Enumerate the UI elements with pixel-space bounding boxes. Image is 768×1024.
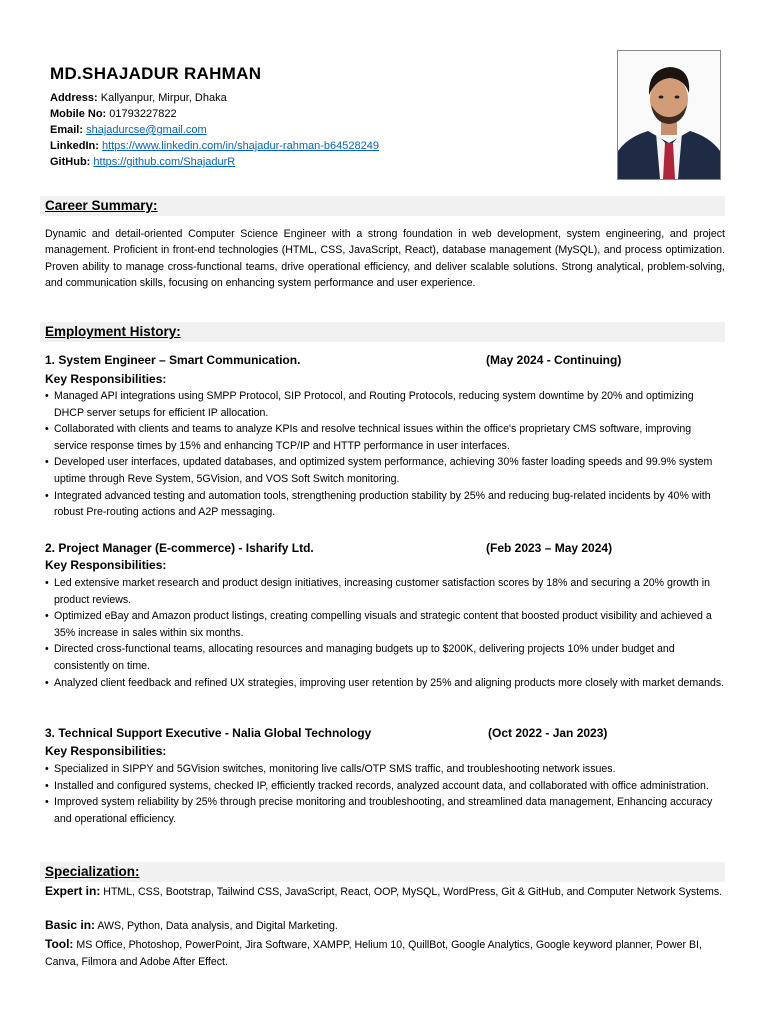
- job-2-responsibilities-label: Key Responsibilities:: [45, 558, 167, 572]
- list-item: • Directed cross-functional teams, allocating resources and managing budgets up to $200K, delivering projects 10% under budget and consistently on time.: [45, 641, 725, 674]
- mobile-line: [50, 106, 590, 122]
- basic-in-value: AWS, Python, Data analysis, and Digital Marketing.: [97, 920, 338, 932]
- email-link[interactable]: shajadurcse@gmail.com: [86, 124, 207, 136]
- mobile-value: 01793227822: [109, 108, 177, 120]
- list-item: • Improved system reliability by 25% through precise monitoring and troubleshooting, and streamlined data management, Enhancing accuracy and operational efficiency.: [45, 794, 725, 827]
- career-summary-heading: Career Summary:: [45, 198, 158, 213]
- list-item: • Managed API integrations using SMPP Protocol, SIP Protocol, and Routing Protocols, reducing system downtime by 20% and optimizing DHCP server setups for efficient IP allocation.: [45, 388, 725, 421]
- address-value: Kallyanpur, Mirpur, Dhaka: [100, 92, 227, 104]
- linkedin-label: LinkedIn:: [50, 140, 99, 152]
- linkedin-link[interactable]: https://www.linkedin.com/in/shajadur-rahman-b64528249: [101, 140, 379, 152]
- job-1-title: 1. System Engineer – Smart Communication.: [45, 353, 301, 367]
- list-item: • Collaborated with clients and teams to analyze KPIs and resolve technical issues within the office's proprietary CMS software, improving service response times by 15% and enhancing TCP/IP and HTTP performance in user interfaces.: [45, 421, 725, 454]
- expert-in-value: HTML, CSS, Bootstrap, Tailwind CSS, JavaScript, React, OOP, MySQL, WordPress, Git & GitHub, and Computer Network Systems.: [103, 886, 723, 898]
- tool-value: MS Office, Photoshop, PowerPoint, Jira Software, XAMPP, Helium 10, QuillBot, Google Analytics, Google keyword planner, Power BI, Canva, Filmora and Adobe After Effect.: [45, 939, 702, 968]
- candidate-name: MD.SHAJADUR RAHMAN: [50, 64, 262, 83]
- job-3-bullets: [45, 761, 725, 827]
- list-item: • Installed and configured systems, checked IP, efficiently tracked records, analyzed account data, and collaborated with office administration.: [45, 778, 725, 795]
- resume-header: [50, 64, 590, 170]
- job-3-title: 3. Technical Support Executive - Nalia Global Technology: [45, 726, 372, 740]
- job-3-date: (Oct 2022 - Jan 2023): [488, 726, 608, 740]
- job-2-bullets: [45, 575, 725, 691]
- expert-in-row: [45, 883, 725, 901]
- github-line: [50, 154, 590, 170]
- job-1-bullets: [45, 388, 725, 521]
- job-1-date: (May 2024 - Continuing): [486, 353, 622, 367]
- job-3-responsibilities-label: Key Responsibilities:: [45, 744, 167, 758]
- basic-in-row: [45, 917, 725, 935]
- github-link[interactable]: https://github.com/ShajadurR: [93, 156, 236, 168]
- job-1-responsibilities-label: Key Responsibilities:: [45, 372, 167, 386]
- address-line: [50, 90, 590, 106]
- job-2-date: (Feb 2023 – May 2024): [486, 541, 613, 555]
- list-item: • Optimized eBay and Amazon product listings, creating compelling visuals and strategic content that boosted product visibility and achieved a 35% increase in sales within six months.: [45, 608, 725, 641]
- mobile-label: Mobile No:: [50, 108, 107, 120]
- career-summary-text: Dynamic and detail-oriented Computer Science Engineer with a strong foundation in web development, system engineering, and project management. Proficient in front-end technologies (HTML, CSS, JavaScript, React), database management (MySQL), and process optimization. Proven ability to manage cross-functional teams, drive operational efficiency, and deliver scalable solutions. Strong analytical, problem-solving, and communication skills, focusing on enhancing system performance and user experience.: [45, 228, 725, 290]
- list-item: • Integrated advanced testing and automation tools, strengthening production stability by 25% and reducing bug-related incidents by 40% with robust Pre-routing actions and A2P messaging.: [45, 488, 725, 521]
- list-item: • Developed user interfaces, updated databases, and optimized system performance, achieving 30% faster loading speeds and 99.9% system uptime through Reve System, 5GVision, and VOS Soft Switch monitoring.: [45, 454, 725, 487]
- tool-row: [45, 936, 725, 970]
- basic-in-label: Basic in:: [45, 918, 96, 932]
- linkedin-line: [50, 138, 590, 154]
- github-label: GitHub:: [50, 156, 91, 168]
- portrait-illustration: [618, 51, 720, 179]
- list-item: • Specialized in SIPPY and 5GVision switches, monitoring live calls/OTP SMS traffic, and troubleshooting network issues.: [45, 761, 725, 778]
- list-item: • Analyzed client feedback and refined UX strategies, improving user retention by 25% and aligning products more closely with market demands.: [45, 675, 725, 692]
- tool-label: Tool:: [45, 937, 74, 951]
- email-line: [50, 122, 590, 138]
- specialization-heading: Specialization:: [45, 864, 140, 879]
- address-label: Address:: [50, 92, 98, 104]
- job-2-title: 2. Project Manager (E-commerce) - Isharify Ltd.: [45, 541, 314, 555]
- profile-photo: [617, 50, 721, 180]
- employment-history-heading: Employment History:: [45, 324, 181, 339]
- list-item: • Led extensive market research and product design initiatives, increasing customer satisfaction scores by 18% and securing a 20% growth in product reviews.: [45, 575, 725, 608]
- email-label: Email:: [50, 124, 84, 136]
- specialization-bar: [40, 862, 725, 882]
- expert-in-label: Expert in:: [45, 884, 101, 898]
